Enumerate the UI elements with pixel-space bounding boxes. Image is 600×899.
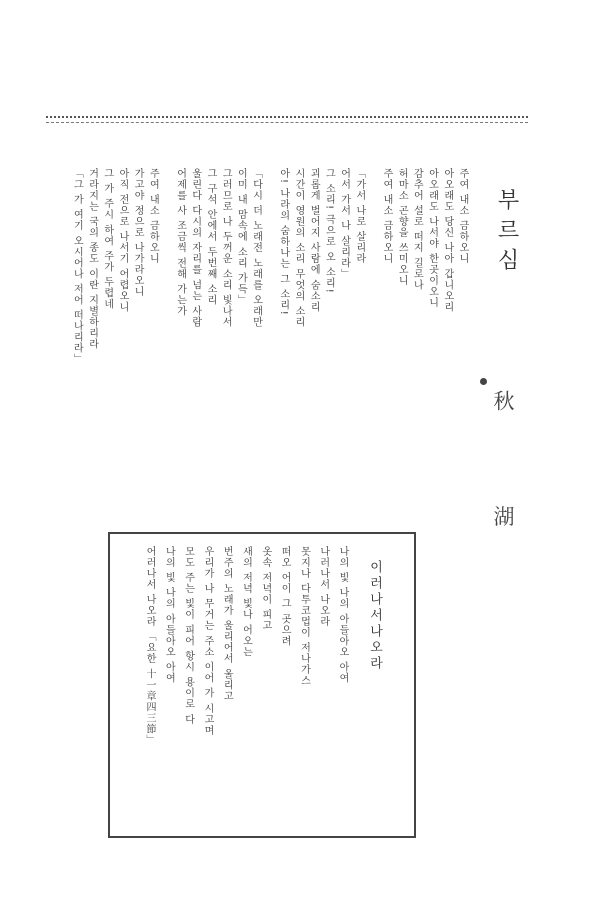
box-line: 나의 빛 나의 아들아오 아여: [337, 546, 348, 684]
box-line: 모도 주는 빛이 피어 항시 용이로 다: [182, 546, 194, 726]
box-line: 나러나서 나오라: [317, 546, 329, 628]
poem-title: 부르심: [494, 188, 519, 278]
box-poem: [138, 546, 352, 816]
poem-line: 어서 가서 나 살리라」: [338, 168, 350, 280]
poem-line: 주여 내소 금하오니: [457, 168, 468, 265]
poem-line: 그 구석 안에서 두번째 소리: [204, 168, 216, 306]
poem-line: 아! 나라의 숨하나는 그 소리!: [277, 168, 289, 316]
poem-line: 그 소리! 극으로 오 소리!: [323, 168, 335, 294]
poem-line: 가고야 정으로 나가라오니: [132, 168, 144, 298]
poem-line: 주여 내소 금하오니: [147, 168, 159, 265]
box-line: 나의 빛 나의 아들아오 아여: [163, 546, 175, 684]
poem-line: 「가서 나로 살리라: [353, 168, 365, 265]
main-poem: [70, 168, 470, 478]
poem-line: 「그 가 여기 오시어나 저어 떠나리라」: [71, 168, 83, 365]
box-title: 이러나서나오라: [367, 560, 382, 672]
stanza-gap: [160, 168, 172, 478]
poem-line: 거라지는 국의 종도 이란 지별하리라: [86, 168, 98, 350]
poem-line: 「다시 더 노래전 노래를 오래만: [250, 168, 262, 328]
box-line: 떠오 어이 그 곳으려: [279, 546, 291, 647]
box-line: 우리가 나 무거는 주소 이어 가 시고며: [201, 546, 213, 737]
poem-line: 시간이 영원의 소리 무엇의 소리: [292, 168, 304, 328]
poem-line: 허마소 곤향을 쓰미오니: [396, 168, 408, 287]
stanza-gap: [264, 168, 276, 478]
poem-line: 감추어 설로 떠지 길로나: [411, 168, 423, 291]
poem-line: 아오래도 나서야 한곳이오니: [426, 168, 438, 309]
box-line: 어러나서 나오라 「요한 十一章四三節」: [144, 546, 156, 746]
poem-line: 어제를 사 조금씩 전해 가는가: [174, 168, 186, 317]
author-name: 秋 湖: [491, 390, 515, 571]
poem-line: 울린다 다시의 자리를 넘는 사람: [189, 168, 201, 328]
poem-line: 이미 내 맘속에 소리 가득」: [235, 168, 247, 306]
box-line: 옷속 저녁이 피고: [259, 546, 271, 632]
poem-line: 괴롭게 벌어지 사람에 숨소리: [308, 168, 320, 313]
stanza-gap: [367, 168, 379, 478]
poem-line: 아오래도 당신 나아 갑니오리: [441, 168, 453, 313]
poem-line: 주여 내소 금하오니: [380, 168, 392, 265]
poem-line: 그러므로 나 두꺼운 소리 빛나서: [220, 168, 232, 328]
header-rule: [46, 116, 528, 123]
poem-line: 그 가 주시 하여 주가 두렵네: [101, 168, 113, 310]
box-line: 못지나 다투코멉이 저나가스: [298, 546, 310, 687]
author-bullet: [480, 378, 487, 385]
box-line: 새의 저녁 빛나 어오는: [240, 546, 252, 658]
box-line: 번주의 노래가 울리어서 울리고: [221, 546, 233, 702]
poem-line: 아직 전으로 나서기 어렵오니: [116, 168, 128, 313]
